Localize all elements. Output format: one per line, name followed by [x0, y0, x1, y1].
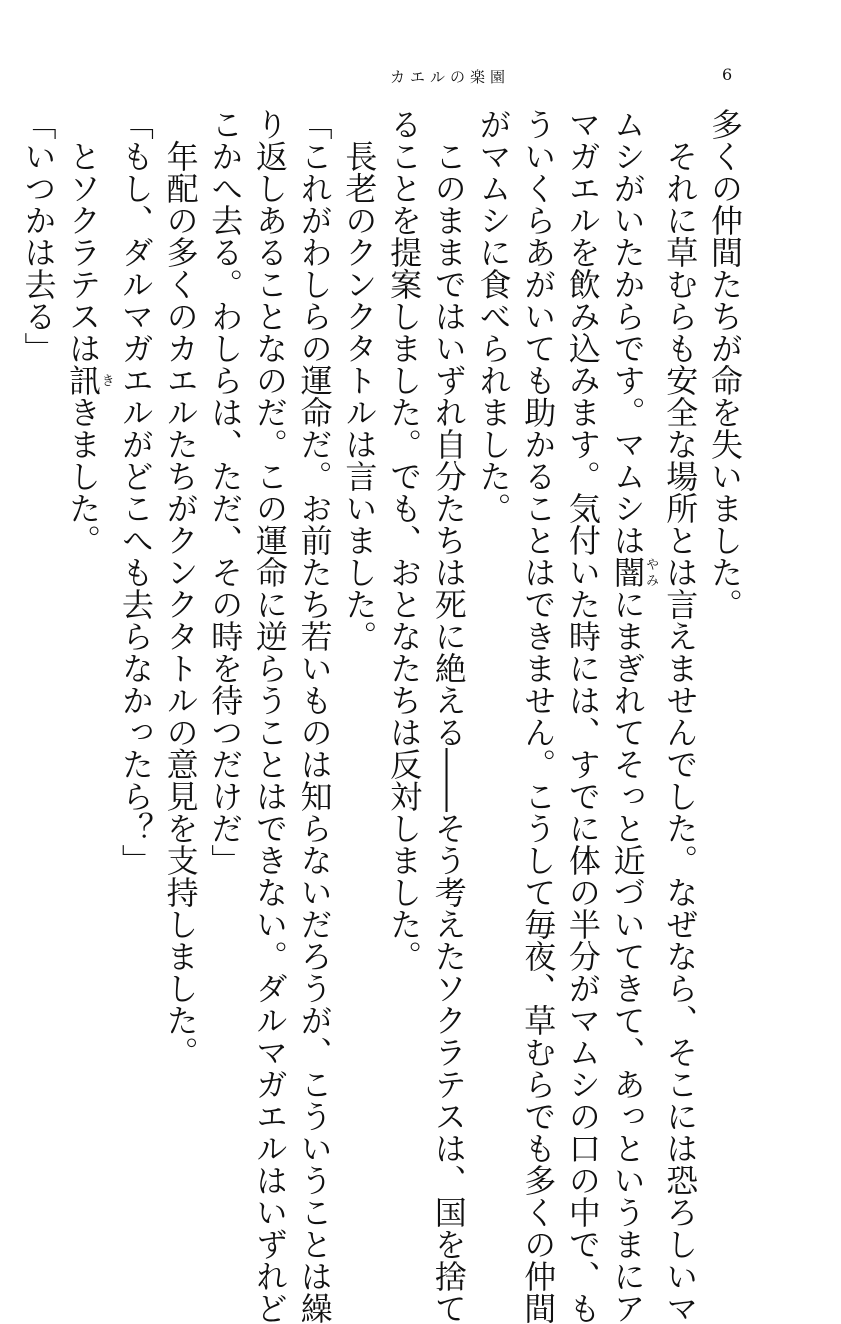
ruby-ki: [64, 364, 114, 396]
running-head-title: カエルの楽園: [389, 68, 510, 86]
text-line: がマムシに食べられました。: [474, 108, 513, 524]
text-line: [605, 108, 659, 1324]
text-line: このままではいずれ自分たちは死に絶える――そう考えたソクラテスは、国を捨て: [429, 108, 468, 1324]
text-fragment: にまぎれてそっと近づいてきて、あっというまにア: [608, 588, 647, 1324]
ruby-reading: き: [98, 364, 114, 396]
text-line: マガエルを飲み込みます。気付いた時には、すでに体の半分がマムシの口の中で、も: [563, 108, 602, 1324]
ruby-base: 闇: [608, 556, 647, 588]
text-line: 多くの仲間たちが命を失いました。: [706, 108, 744, 620]
text-line: ることを提案しました。でも、おとなたちは反対しました。: [385, 108, 424, 972]
text-fragment: とソクラテスは: [64, 108, 103, 364]
text-line: [60, 108, 113, 1123]
text-line: こかへ去る。わしらは、ただ、その時を待つだけだ」: [206, 108, 245, 876]
page-number: 6: [722, 65, 733, 84]
text-line: り返しあることなのだ。この運命に逆らうことはできない。ダルマガエルはいずれど: [250, 108, 289, 1324]
text-line: それに草むらも安全な場所とは言えませんでした。なぜなら、そこには恐ろしいマ: [661, 108, 700, 1324]
text-line: ういくらあがいても助かることはできません。こうして毎夜、草むらでも多くの仲間: [519, 108, 558, 1324]
text-line: 「いつかは去る」: [19, 108, 58, 364]
body-text: [19, 108, 747, 1324]
text-line: 長老のクンクタトルは言いました。: [340, 108, 379, 652]
text-line: 「もし、ダルマガエルがどこへも去らなかったら？」: [116, 108, 155, 876]
ruby-reading: やみ: [643, 556, 659, 588]
text-line: 年配の多くのカエルたちがクンクタトルの意見を支持しました。: [161, 108, 200, 1068]
text-fragment: ムシがいたからです。マムシは: [608, 108, 647, 556]
ruby-yami: [608, 556, 659, 588]
ruby-base: 訊: [64, 364, 103, 396]
text-fragment: きました。: [64, 396, 103, 556]
text-line: 「これがわしらの運命だ。お前たち若いものは知らないだろうが、こういうことは繰: [295, 108, 334, 1324]
